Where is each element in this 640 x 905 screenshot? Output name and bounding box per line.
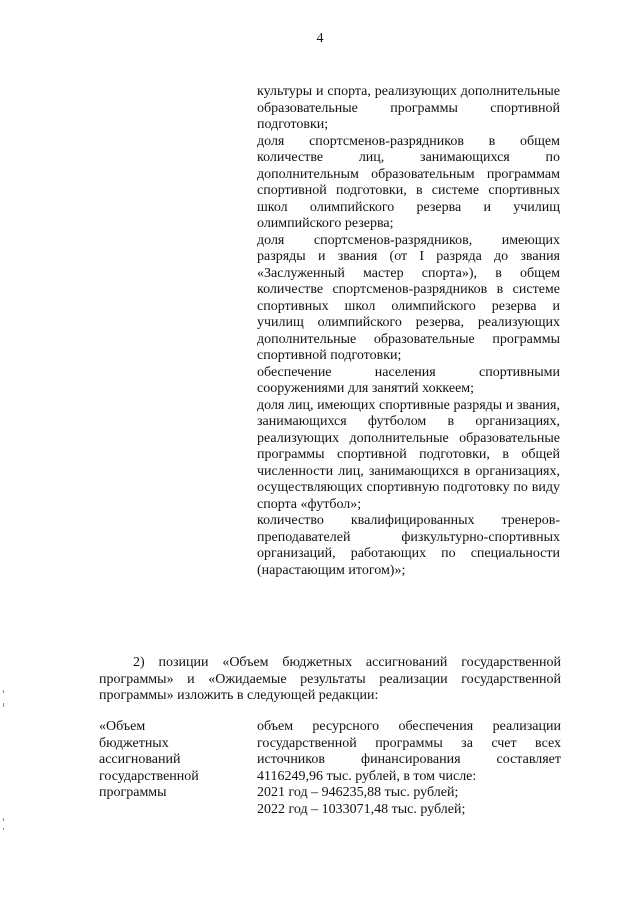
indicator-paragraph: доля спортсменов-разрядников, имеющих разряды и звания (от I разряда до звания «Заслуженный мастер спорта»), в общем количестве спортсменов-разрядников в системе спортивных школ олимпийского резерва и училищ олимпийского резерва, реализующих дополнительные образовательные программы спортивной подготовки;: [257, 232, 560, 363]
label-line: «Объем: [99, 719, 146, 734]
value-line: 2022 год – 1033071,48 тыс. рублей;: [257, 801, 466, 817]
indicator-paragraph: доля спортсменов-разрядников в общем количестве лиц, занимающихся по дополнительным образовательным программам спортивной подготовки, в системе спортивных школ олимпийского резерва и училищ олимпийского резерва;: [257, 133, 560, 231]
value-line: 2021 год – 946235,88 тыс. рублей;: [257, 785, 459, 800]
indicator-paragraph: культуры и спорта, реализующих дополнительные образовательные программы спортивной подготовки;: [257, 84, 560, 132]
amendment-paragraph: 2) позиции «Объем бюджетных ассигнований государственной программы» и «Ожидаемые результаты реализации государственной программы» изложить в следующей редакции:: [99, 655, 561, 703]
scan-artifact: [3, 690, 4, 693]
scan-artifact: [3, 818, 4, 821]
scan-artifact: [3, 828, 4, 830]
scan-artifact: [3, 703, 4, 707]
indicator-paragraph: доля лиц, имеющих спортивные разряды и звания, занимающихся футболом в организациях, реализующих дополнительные образовательные программы спортивной подготовки, в общей численности лиц, занимающихся в организациях, осуществляющих спортивную подготовку по виду спорта «футбол»;: [257, 397, 560, 512]
indicator-paragraph: обеспечение населения спортивными сооружениями для занятий хоккеем;: [257, 364, 560, 396]
budget-table-label: [99, 719, 239, 802]
label-line: государственной: [99, 768, 199, 784]
label-line: ассигнований: [99, 752, 181, 767]
page-number: 4: [316, 31, 324, 46]
budget-table-value: [257, 719, 561, 818]
label-line: бюджетных: [99, 735, 169, 751]
indicator-paragraph: количество квалифицированных тренеров-преподавателей физкультурно-спортивных организаций, работающих по специальности (нарастающим итогом)»;: [257, 513, 560, 578]
label-line: программы: [99, 785, 167, 800]
value-line: объем ресурсного обеспечения реализации государственной программы за счет всех источников финансирования составляет 4116249,96 тыс. рублей, в том числе:: [257, 719, 561, 784]
indicator-list: [257, 84, 560, 579]
